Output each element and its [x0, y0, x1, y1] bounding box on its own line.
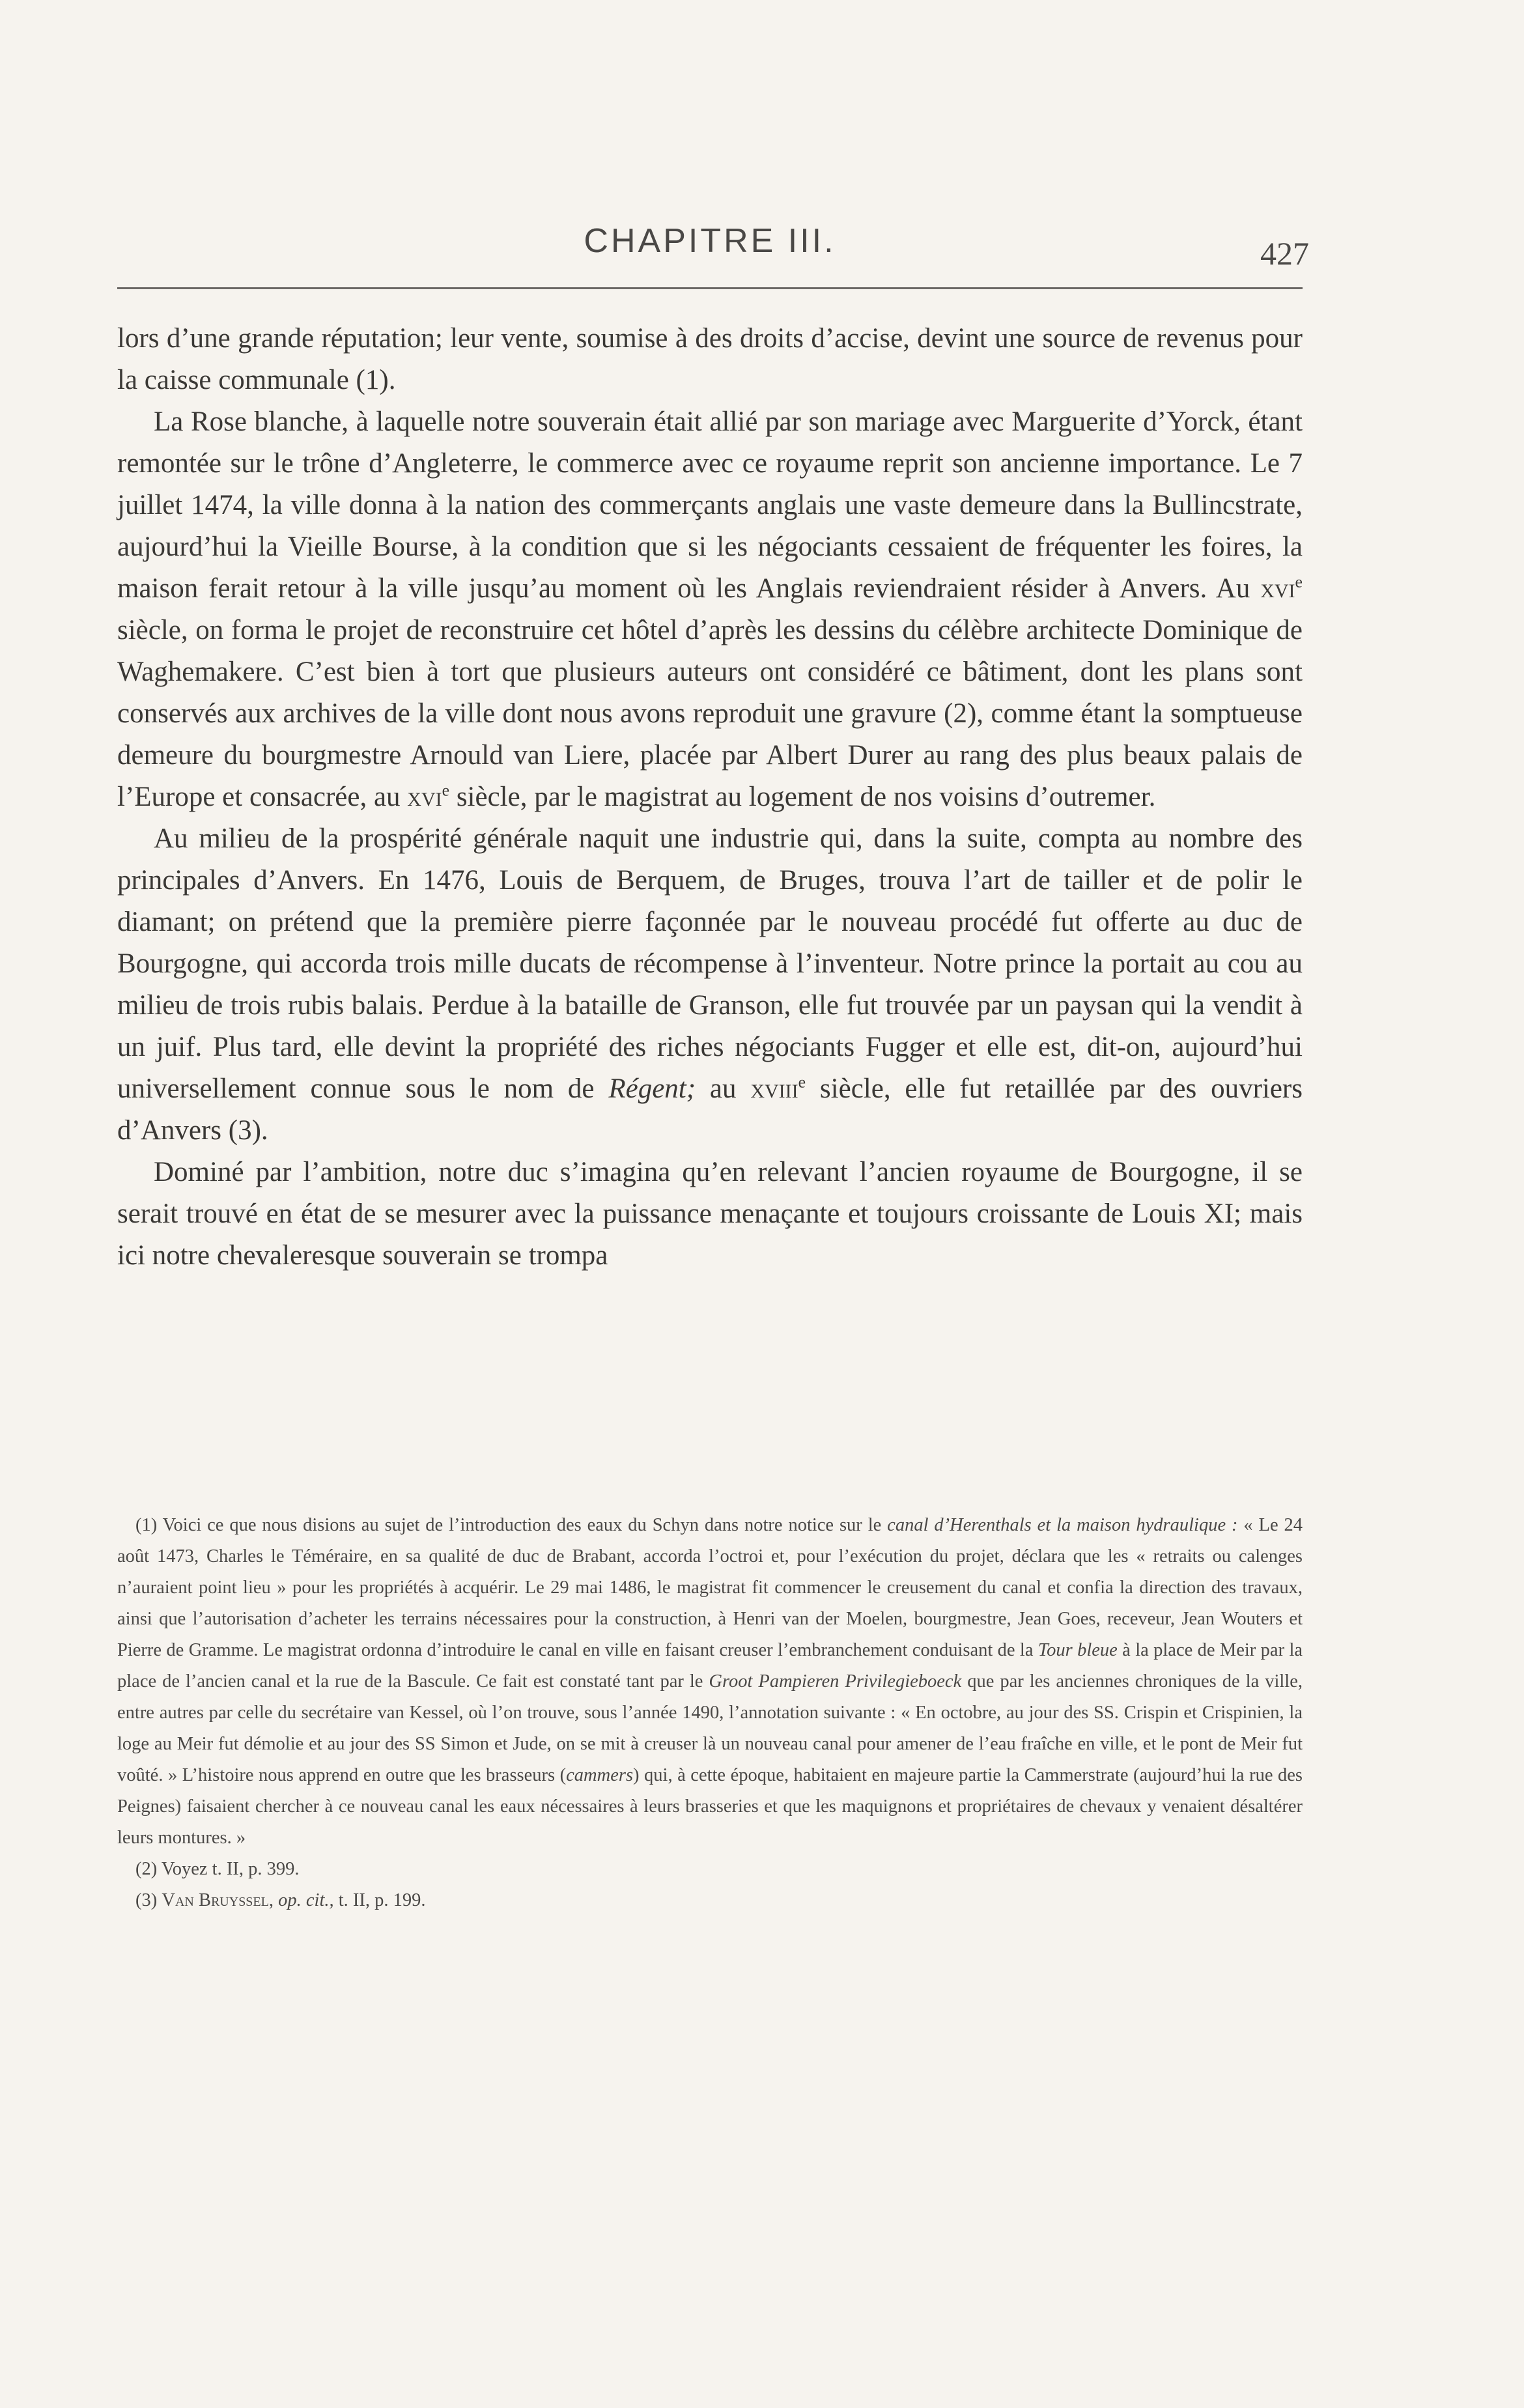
footnotes	[117, 1510, 1303, 1916]
header-rule	[117, 287, 1303, 289]
paragraph-1: lors d’une grande réputation; leur vente, soumise à des droits d’accise, devint une source de revenus pour la caisse communale (1).	[117, 323, 1303, 395]
main-text	[117, 318, 1303, 1277]
running-head: CHAPITRE III.	[584, 222, 836, 260]
page-number: 427	[1260, 235, 1309, 272]
paragraph-4: Dominé par l’ambition, notre duc s’imagina qu’en relevant l’ancien royaume de Bourgogne, il se serait trouvé en état de se mesurer avec la puissance menaçante et toujours croissante de Louis XI; mais ici notre chevaleresque souverain se trompa	[117, 1157, 1303, 1271]
footnote-2: (2) Voyez t. II, p. 399.	[135, 1859, 300, 1879]
page-header	[117, 221, 1309, 293]
footnote-3: (3) Van Bruyssel, op. cit., t. II, p. 199.	[135, 1890, 426, 1910]
paragraph-2: La Rose blanche, à laquelle notre souverain était allié par son mariage avec Marguerite d’Yorck, étant remontée sur le trône d’Angleterre, le commerce avec ce royaume reprit son ancienne importance. Le 7 juillet 1474, la ville donna à la nation des commerçants anglais une vaste demeure dans la Bullincstrate, aujourd’hui la Vieille Bourse, à la condition que si les négociants cessaient de fréquenter les foires, la maison ferait retour à la ville jusqu’au moment où les Anglais reviendraient résider à Anvers. Au xvi$^e$ siècle, on forma le projet de reconstruire cet hôtel d’après les dessins du célèbre architecte Dominique de Waghemakere. C’est bien à tort que plusieurs auteurs ont considéré ce bâtiment, dont les plans sont conservés aux archives de la ville dont nous avons reproduit une gravure (2), comme étant la somptueuse demeure du bourgmestre Arnould van Liere, placée par Albert Durer au rang des plus beaux palais de l’Europe et consacrée, au xvi$^e$ siècle, par le magistrat au logement de nos voisins d’outremer.	[117, 406, 1303, 812]
paragraph-3: Au milieu de la prospérité générale naquit une industrie qui, dans la suite, compta au nombre des principales d’Anvers. En 1476, Louis de Berquem, de Bruges, trouva l’art de tailler et de polir le diamant; on prétend que la première pierre façonnée par le nouveau procédé fut offerte au duc de Bourgogne, qui accorda trois mille ducats de récompense à l’inventeur. Notre prince la portait au cou au milieu de trois rubis balais. Perdue à la bataille de Granson, elle fut trouvée par un paysan qui la vendit à un juif. Plus tard, elle devint la propriété des riches négociants Fugger et elle est, dit-on, aujourd’hui universellement connue sous le nom de Régent; au xviii$^e$ siècle, elle fut retaillée par des ouvriers d’Anvers (3).	[117, 823, 1303, 1146]
footnote-1: (1) Voici ce que nous disions au sujet de l’introduction des eaux du Schyn dans notre notice sur le canal d’Herenthals et la maison hydraulique : « Le 24 août 1473, Charles le Téméraire, en sa qualité de duc de Brabant, accorda l’octroi et, pour l’exécution du projet, déclara que les « retraits ou calenges n’auraient point lieu » pour les propriétés à acquérir. Le 29 mai 1486, le magistrat fit commencer le creusement du canal et confia la direction des travaux, ainsi que l’autorisation d’acheter les terrains nécessaires pour la construction, à Henri van der Moelen, bourgmestre, Jean Goes, receveur, Jean Wouters et Pierre de Gramme. Le magistrat ordonna d’introduire le canal en ville en faisant creuser l’embranchement conduisant de la Tour bleue à la place de Meir par la place de l’ancien canal et la rue de la Bascule. Ce fait est constaté tant par le Groot Pampieren Privilegieboeck que par les anciennes chroniques de la ville, entre autres par celle du secrétaire van Kessel, où l’on trouve, sous l’année 1490, l’annotation suivante : « En octobre, au jour des SS. Crispin et Crispinien, la loge au Meir fut démolie et au jour des SS Simon et Jude, on se mit à creuser là un nouveau canal pour amener de l’eau fraîche en ville, et le pont de Meir fut voûté. » L’histoire nous apprend en outre que les brasseurs (cammers) qui, à cette époque, habitaient en majeure partie la Cammerstrate (aujourd’hui la rue des Peignes) faisaient chercher à ce nouveau canal les eaux nécessaires à leurs brasseries et que les maquignons et propriétaires de chevaux y venaient désaltérer leurs montures. »	[117, 1515, 1303, 1848]
